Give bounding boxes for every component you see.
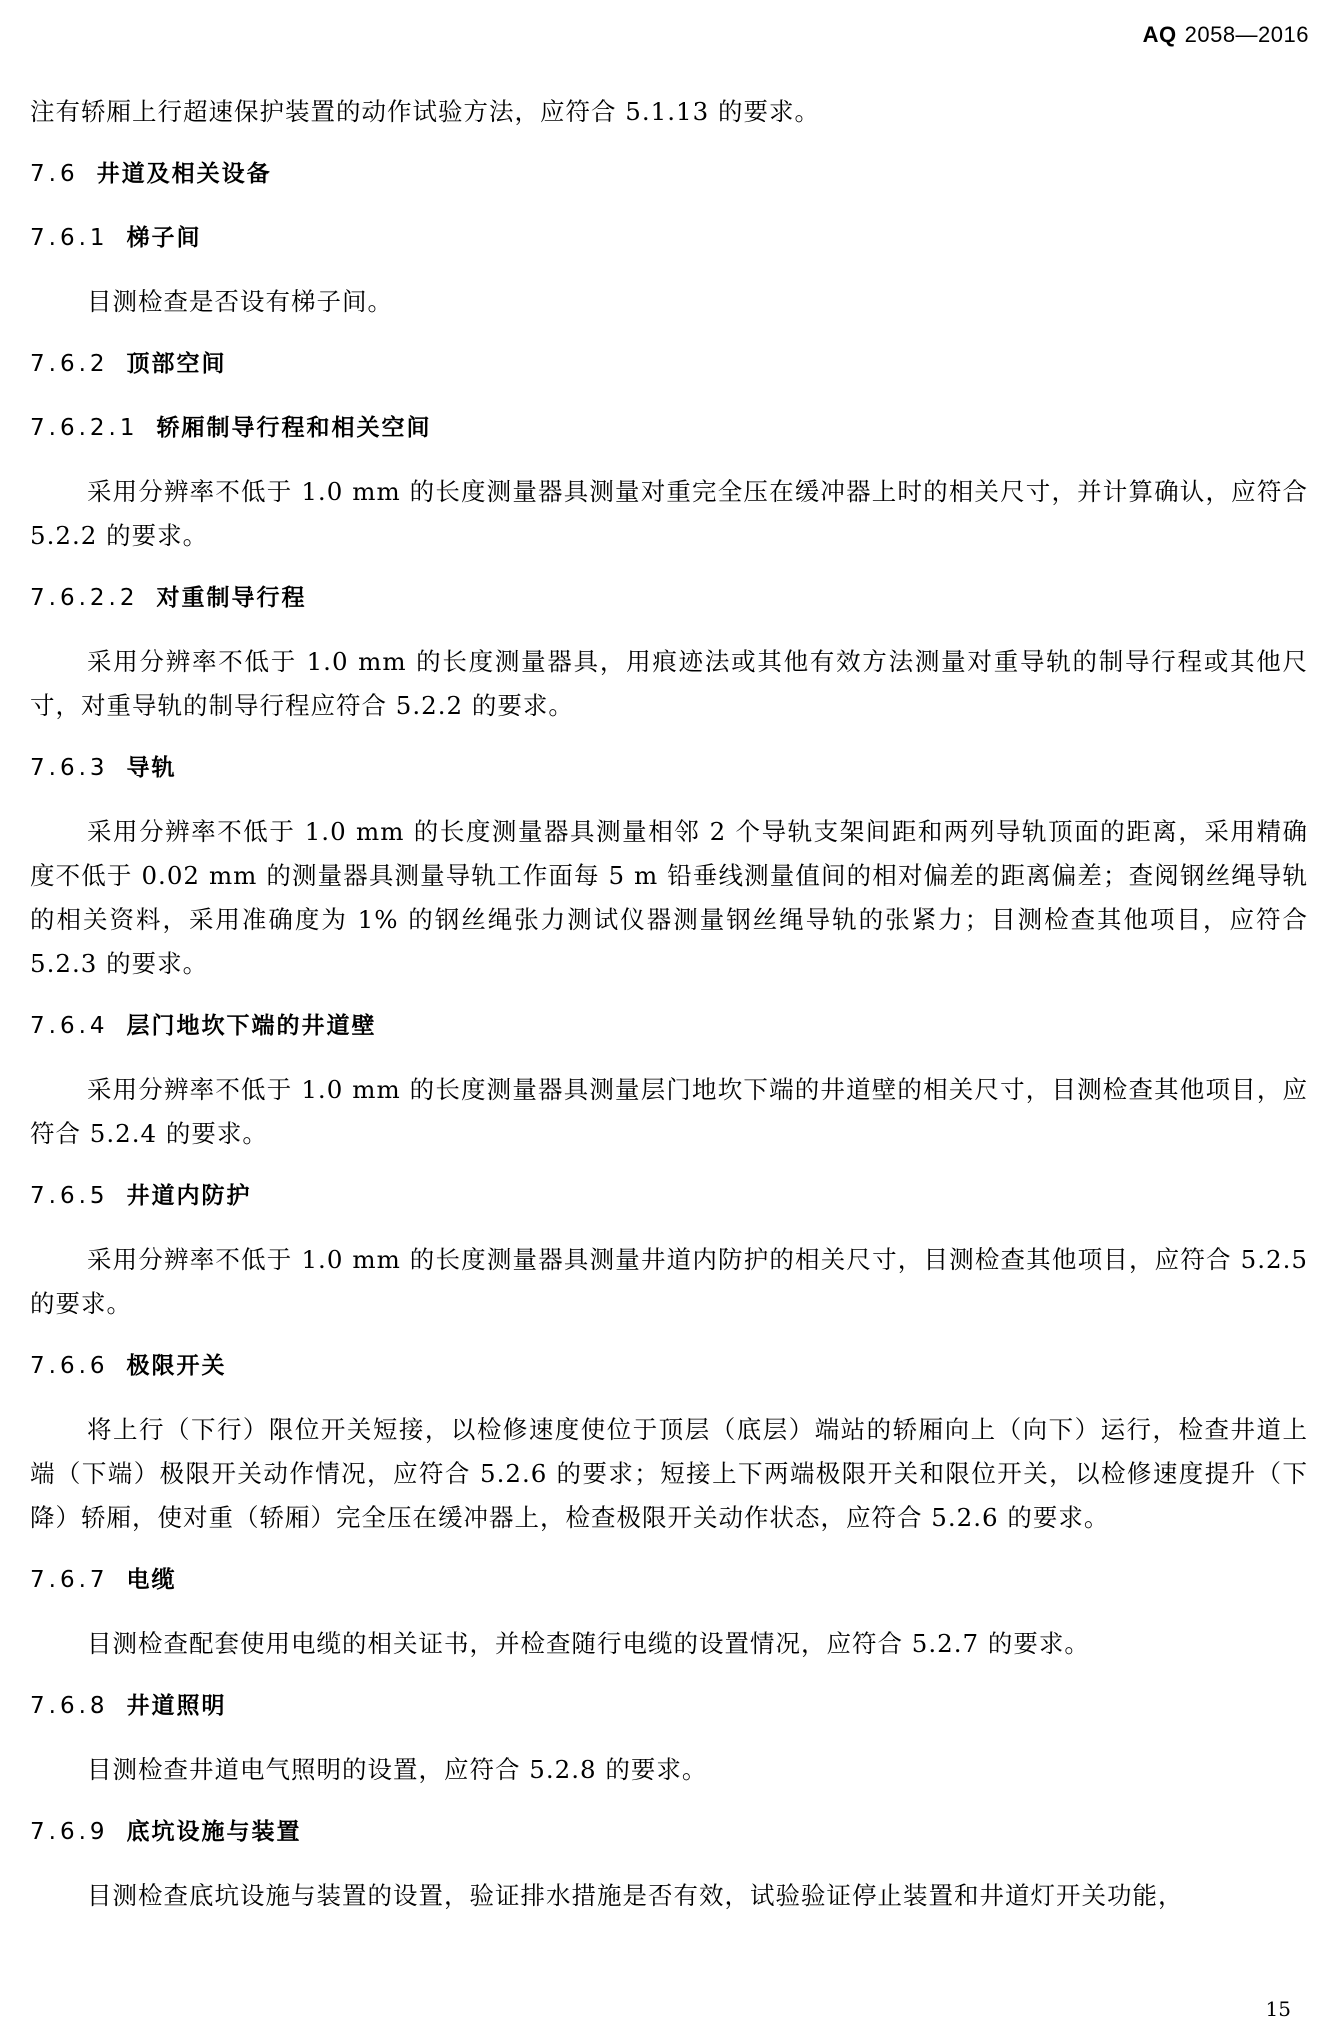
standard-prefix: AQ bbox=[1142, 22, 1177, 47]
section-title: 电缆 bbox=[126, 1567, 177, 1593]
section-number: 7.6.6 bbox=[30, 1353, 109, 1379]
section-title: 导轨 bbox=[126, 755, 177, 781]
section-number: 7.6.5 bbox=[30, 1183, 109, 1209]
section-body-7-6-2-1: 采用分辨率不低于 1.0 mm 的长度测量器具测量对重完全压在缓冲器上时的相关尺寸，并计算确认，应符合 5.2.2 的要求。 bbox=[30, 477, 1308, 550]
section-title: 轿厢制导行程和相关空间 bbox=[156, 415, 432, 441]
section-heading-7-6-7 bbox=[30, 1558, 1308, 1602]
section-body-7-6-1: 目测检查是否设有梯子间。 bbox=[87, 287, 393, 316]
section-heading-7-6 bbox=[30, 152, 1308, 196]
document-body bbox=[30, 90, 1308, 1936]
section-body-7-6-9: 目测检查底坑设施与装置的设置，验证排水措施是否有效，试验验证停止装置和井道灯开关功能， bbox=[87, 1881, 1184, 1910]
section-title: 井道及相关设备 bbox=[96, 161, 272, 187]
section-body-7-6-3: 采用分辨率不低于 1.0 mm 的长度测量器具测量相邻 2 个导轨支架间距和两列导轨顶面的距离，采用精确度不低于 0.02 mm 的测量器具测量导轨工作面每 5 m 铅垂线测量值间的相对偏差的距离偏差；查阅钢丝绳导轨的相关资料，采用准确度为 1% 的钢丝绳张力测试仪器测量钢丝绳导轨的张紧力；目测检查其他项目，应符合 5.2.3 的要求。 bbox=[30, 817, 1308, 978]
section-number: 7.6.2.2 bbox=[30, 585, 139, 611]
section-body-7-6-7: 目测检查配套使用电缆的相关证书，并检查随行电缆的设置情况，应符合 5.2.7 的要求。 bbox=[87, 1629, 1090, 1658]
standard-number: 2058—2016 bbox=[1184, 22, 1309, 47]
section-number: 7.6.3 bbox=[30, 755, 109, 781]
section-body-7-6-4: 采用分辨率不低于 1.0 mm 的长度测量器具测量层门地坎下端的井道壁的相关尺寸，目测检查其他项目，应符合 5.2.4 的要求。 bbox=[30, 1075, 1308, 1148]
section-body-7-6-8: 目测检查井道电气照明的设置，应符合 5.2.8 的要求。 bbox=[87, 1755, 708, 1784]
section-heading-7-6-6 bbox=[30, 1344, 1308, 1388]
section-heading-7-6-2-2 bbox=[30, 576, 1308, 620]
section-title: 层门地坎下端的井道壁 bbox=[126, 1013, 377, 1039]
section-title: 梯子间 bbox=[126, 225, 202, 251]
section-title: 底坑设施与装置 bbox=[126, 1819, 302, 1845]
section-heading-7-6-9 bbox=[30, 1810, 1308, 1854]
intro-paragraph: 注有轿厢上行超速保护装置的动作试验方法，应符合 5.1.13 的要求。 bbox=[30, 97, 820, 126]
section-heading-7-6-2 bbox=[30, 342, 1308, 386]
section-number: 7.6.2 bbox=[30, 351, 109, 377]
section-title: 井道照明 bbox=[126, 1693, 227, 1719]
section-number: 7.6.7 bbox=[30, 1567, 109, 1593]
section-number: 7.6.8 bbox=[30, 1693, 109, 1719]
section-title: 极限开关 bbox=[126, 1353, 227, 1379]
section-heading-7-6-8 bbox=[30, 1684, 1308, 1728]
section-number: 7.6.1 bbox=[30, 225, 109, 251]
section-number: 7.6 bbox=[30, 161, 79, 187]
section-body-7-6-2-2: 采用分辨率不低于 1.0 mm 的长度测量器具，用痕迹法或其他有效方法测量对重导轨的制导行程或其他尺寸，对重导轨的制导行程应符合 5.2.2 的要求。 bbox=[30, 647, 1308, 720]
section-number: 7.6.9 bbox=[30, 1819, 109, 1845]
section-number: 7.6.2.1 bbox=[30, 415, 139, 441]
section-heading-7-6-2-1 bbox=[30, 406, 1308, 450]
section-number: 7.6.4 bbox=[30, 1013, 109, 1039]
section-body-7-6-6: 将上行（下行）限位开关短接，以检修速度使位于顶层（底层）端站的轿厢向上（向下）运行，检查井道上端（下端）极限开关动作情况，应符合 5.2.6 的要求；短接上下两端极限开关和限位开关，以检修速度提升（下降）轿厢，使对重（轿厢）完全压在缓冲器上，检查极限开关动作状态，应符合 5.2.6 的要求。 bbox=[30, 1415, 1308, 1532]
section-title: 井道内防护 bbox=[126, 1183, 252, 1209]
document-header bbox=[1143, 22, 1309, 48]
section-body-7-6-5: 采用分辨率不低于 1.0 mm 的长度测量器具测量井道内防护的相关尺寸，目测检查其他项目，应符合 5.2.5 的要求。 bbox=[30, 1245, 1308, 1318]
section-heading-7-6-3 bbox=[30, 746, 1308, 790]
section-heading-7-6-1 bbox=[30, 216, 1308, 260]
section-heading-7-6-5 bbox=[30, 1174, 1308, 1218]
section-title: 顶部空间 bbox=[126, 351, 227, 377]
section-heading-7-6-4 bbox=[30, 1004, 1308, 1048]
page-number: 15 bbox=[1265, 1997, 1291, 2021]
section-title: 对重制导行程 bbox=[156, 585, 307, 611]
